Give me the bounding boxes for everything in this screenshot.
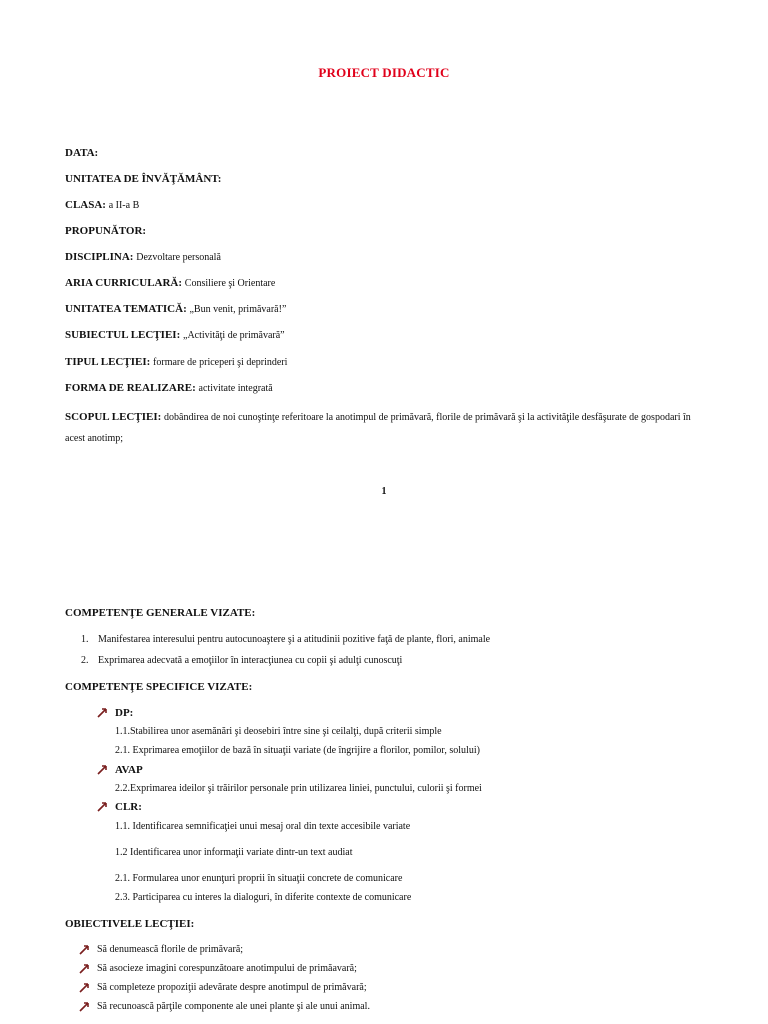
clr-subheading: CLR: [115,801,142,813]
page-number: 1 [381,486,387,497]
specific-competences-heading: COMPETENŢE SPECIFICE VIZATE: [65,681,253,693]
field-lesson-subject: SUBIECTUL LECŢIEI: „Activităţi de primăvară” [65,329,285,341]
list-item: 2.3. Participarea cu interes la dialoguri, în diferite contexte de comunicare [115,892,412,903]
document-title: PROIECT DIDACTIC [318,65,450,80]
field-lesson-goal: SCOPUL LECŢIEI: dobândirea de noi cunoştinţe referitoare la anotimpul de primăvară, florile de primăvară şi la activităţile desfăşurate de gospodari în acest anotimp; [65,411,691,444]
list-item: 2.1. Formularea unor enunţuri proprii în situaţii concrete de comunicare [115,873,403,884]
field-date: DATA: [65,147,99,159]
objectives-heading: OBIECTIVELE LECŢIEI: [65,918,195,930]
list-item: 1.1. Identificarea semnificaţiei unui mesaj oral din texte accesibile variate [115,821,411,832]
field-curricular-area: ARIA CURRICULARĂ: Consiliere şi Orientare [65,277,276,289]
general-competences-heading: COMPETENŢE GENERALE VIZATE: [65,607,256,619]
field-class: CLASA: a II-a B [65,199,140,211]
field-teacher: PROPUNĂTOR: [65,225,147,237]
arrow-bullet-icon [79,964,89,974]
arrow-bullet-icon [79,983,89,993]
list-item: 2.1. Exprimarea emoţiilor de bază în situaţii variate (de îngrijire a florilor, pomilor, solului) [115,745,480,756]
list-item: 1. Manifestarea interesului pentru autocunoaştere şi a atitudinii pozitive faţă de plante, flori, animale [81,634,491,645]
list-item: Să completeze propoziţii adevărate despre anotimpul de primăvară; [97,982,367,993]
list-item: 1.1.Stabilirea unor asemănări şi deosebiri între sine şi ceilalţi, după criterii simple [115,726,442,737]
list-item: 2.2.Exprimarea ideilor şi trăirilor personale prin utilizarea liniei, punctului, culorii şi formei [115,783,482,794]
field-lesson-type: TIPUL LECŢIEI: formare de priceperi şi deprinderi [65,356,288,368]
avap-subheading: AVAP [115,764,143,776]
field-form: FORMA DE REALIZARE: activitate integrată [65,382,273,394]
arrow-bullet-icon [97,765,107,775]
dp-subheading: DP: [115,707,133,719]
field-thematic-unit: UNITATEA TEMATICĂ: „Bun venit, primăvară!” [65,303,287,315]
list-item: Să asocieze imagini corespunzătoare anotimpului de primăavară; [97,963,357,974]
arrow-bullet-icon [97,708,107,718]
list-item: 1.2 Identificarea unor informaţii variate dintr-un text audiat [115,847,353,858]
arrow-bullet-icon [79,945,89,955]
list-item: 2. Exprimarea adecvată a emoţiilor în interacţiunea cu copii şi adulţi cunoscuţi [81,655,403,666]
field-school: UNITATEA DE ÎNVĂŢĂMÂNT: [65,173,222,185]
arrow-bullet-icon [79,1002,89,1012]
arrow-bullet-icon [97,802,107,812]
field-discipline: DISCIPLINA: Dezvoltare personală [65,251,221,263]
list-item: Să recunoască părţile componente ale unei plante şi ale unui animal. [97,1001,370,1012]
list-item: Să denumească florile de primăvară; [97,944,243,955]
